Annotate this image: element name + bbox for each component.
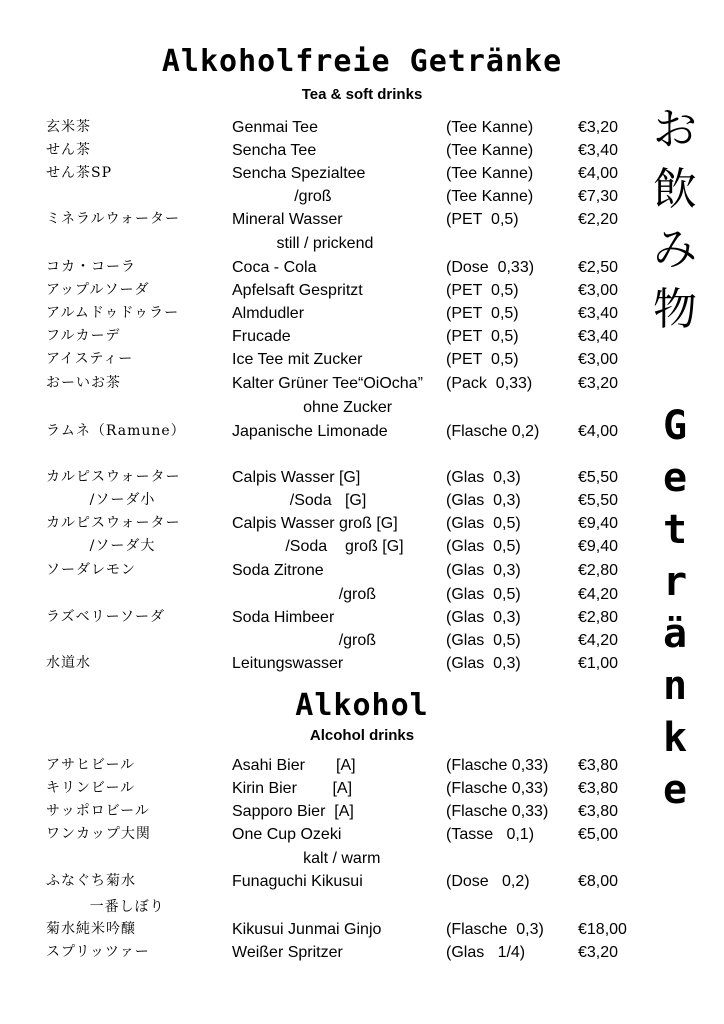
menu-row bbox=[0, 870, 640, 893]
japanese-name: スプリッツァー bbox=[46, 944, 150, 960]
japanese-name: キリンビール bbox=[46, 780, 136, 796]
price: €8,00 bbox=[578, 873, 619, 890]
german-name: Almdudler bbox=[232, 305, 305, 322]
package-size: (Glas 0,5) bbox=[446, 586, 521, 603]
menu-row bbox=[0, 116, 640, 139]
package-size: (Tee Kanne) bbox=[446, 188, 534, 205]
german-name: still / prickend bbox=[232, 235, 374, 252]
german-name: Kalter Grüner Tee“OiOcha” bbox=[232, 375, 423, 392]
package-size: (PET 0,5) bbox=[446, 328, 519, 345]
japanese-name: ソーダレモン bbox=[46, 562, 136, 578]
japanese-name: 玄米茶 bbox=[46, 119, 91, 135]
price: €3,00 bbox=[578, 351, 619, 368]
price: €5,50 bbox=[578, 492, 619, 509]
japanese-name: フルカーデ bbox=[46, 328, 121, 344]
menu-row bbox=[0, 535, 640, 558]
german-name: Sapporo Bier [A] bbox=[232, 803, 354, 820]
japanese-name: 一番しぼり bbox=[46, 899, 165, 915]
menu-row bbox=[0, 918, 640, 941]
package-size: (Glas 0,5) bbox=[446, 632, 521, 649]
menu-row bbox=[0, 896, 640, 919]
package-size: (Glas 0,3) bbox=[446, 562, 521, 579]
german-name: ohne Zucker bbox=[232, 399, 393, 416]
menu-row bbox=[0, 232, 640, 255]
german-name: Frucade bbox=[232, 328, 291, 345]
price: €5,50 bbox=[578, 469, 619, 486]
price: €3,40 bbox=[578, 305, 619, 322]
package-size: (Flasche 0,2) bbox=[446, 423, 540, 440]
german-name: Mineral Wasser bbox=[232, 211, 343, 228]
japanese-name: /ソーダ小 bbox=[46, 492, 156, 508]
german-name: Calpis Wasser groß [G] bbox=[232, 515, 398, 532]
vertical-character: G bbox=[662, 403, 688, 449]
price: €7,30 bbox=[578, 188, 619, 205]
vertical-character: お bbox=[653, 104, 697, 155]
menu-row bbox=[0, 185, 640, 208]
menu-row bbox=[0, 208, 640, 231]
menu-row bbox=[0, 348, 640, 371]
package-size: (Flasche 0,3) bbox=[446, 921, 544, 938]
menu-row bbox=[0, 512, 640, 535]
price: €4,20 bbox=[578, 586, 619, 603]
package-size: (Tee Kanne) bbox=[446, 142, 534, 159]
price: €2,80 bbox=[578, 562, 619, 579]
japanese-name: アップルソーダ bbox=[46, 282, 150, 298]
menu-row bbox=[0, 754, 640, 777]
vertical-japanese-heading bbox=[640, 100, 710, 340]
price: €9,40 bbox=[578, 538, 619, 555]
menu-row bbox=[0, 279, 640, 302]
package-size: (PET 0,5) bbox=[446, 305, 519, 322]
german-name: Sencha Tee bbox=[232, 142, 317, 159]
german-name: One Cup Ozeki bbox=[232, 826, 342, 843]
soft-drinks-title: Alkoholfreie Getränke bbox=[161, 44, 563, 79]
alcohol-title: Alkohol bbox=[295, 688, 429, 723]
german-name: Kirin Bier [A] bbox=[232, 780, 353, 797]
german-name: /groß bbox=[232, 632, 377, 649]
german-name: Sencha Spezialtee bbox=[232, 165, 366, 182]
german-name: Coca - Cola bbox=[232, 259, 317, 276]
package-size: (Tee Kanne) bbox=[446, 119, 534, 136]
price: €3,40 bbox=[578, 328, 619, 345]
menu-row bbox=[0, 652, 640, 675]
menu-row bbox=[0, 823, 640, 846]
price: €4,00 bbox=[578, 165, 619, 182]
package-size: (Flasche 0,33) bbox=[446, 757, 549, 774]
package-size: (Dose 0,2) bbox=[446, 873, 530, 890]
japanese-name: せん茶SP bbox=[46, 165, 113, 181]
menu-row bbox=[0, 466, 640, 489]
german-name: Genmai Tee bbox=[232, 119, 318, 136]
price: €2,50 bbox=[578, 259, 619, 276]
japanese-name: アイスティー bbox=[46, 351, 134, 367]
german-name: Ice Tee mit Zucker bbox=[232, 351, 363, 368]
price: €3,80 bbox=[578, 780, 619, 797]
menu-row bbox=[0, 139, 640, 162]
german-name: /Soda [G] bbox=[232, 492, 367, 509]
package-size: (Flasche 0,33) bbox=[446, 803, 549, 820]
menu-row bbox=[0, 420, 640, 443]
price: €5,00 bbox=[578, 826, 619, 843]
vertical-character: k bbox=[662, 715, 688, 761]
price: €18,00 bbox=[578, 921, 627, 938]
menu-row bbox=[0, 629, 640, 652]
menu-row bbox=[0, 583, 640, 606]
package-size: (Tee Kanne) bbox=[446, 165, 534, 182]
japanese-name: 菊水純米吟醸 bbox=[46, 921, 136, 937]
german-name: Leitungswasser bbox=[232, 655, 344, 672]
vertical-german-heading bbox=[640, 400, 710, 816]
menu-row bbox=[0, 372, 640, 395]
german-name: Apfelsaft Gespritzt bbox=[232, 282, 363, 299]
package-size: (Dose 0,33) bbox=[446, 259, 535, 276]
package-size: (PET 0,5) bbox=[446, 282, 519, 299]
menu-row bbox=[0, 396, 640, 419]
price: €9,40 bbox=[578, 515, 619, 532]
price: €3,20 bbox=[578, 375, 619, 392]
menu-row bbox=[0, 777, 640, 800]
german-name: /groß bbox=[232, 586, 377, 603]
price: €3,80 bbox=[578, 757, 619, 774]
package-size: (PET 0,5) bbox=[446, 211, 519, 228]
menu-row bbox=[0, 559, 640, 582]
package-size: (Glas 0,3) bbox=[446, 655, 521, 672]
japanese-name: コカ・コーラ bbox=[46, 259, 136, 275]
german-name: kalt / warm bbox=[232, 850, 381, 867]
japanese-name: カルピスウォーター bbox=[46, 515, 181, 531]
price: €3,40 bbox=[578, 142, 619, 159]
japanese-name: ラズベリーソーダ bbox=[46, 609, 166, 625]
vertical-character: r bbox=[662, 559, 688, 605]
package-size: (Glas 1/4) bbox=[446, 944, 526, 961]
menu-row bbox=[0, 606, 640, 629]
menu-row bbox=[0, 489, 640, 512]
price: €2,20 bbox=[578, 211, 619, 228]
japanese-name: 水道水 bbox=[46, 655, 91, 671]
japanese-name: サッポロビール bbox=[46, 803, 150, 819]
package-size: (Pack 0,33) bbox=[446, 375, 533, 392]
package-size: (Flasche 0,33) bbox=[446, 780, 549, 797]
menu-row bbox=[0, 941, 640, 964]
vertical-character: 飲 bbox=[653, 164, 697, 215]
vertical-character: e bbox=[662, 767, 688, 813]
japanese-name: /ソーダ大 bbox=[46, 538, 156, 554]
price: €1,00 bbox=[578, 655, 619, 672]
menu-row bbox=[0, 800, 640, 823]
german-name: Kikusui Junmai Ginjo bbox=[232, 921, 382, 938]
price: €3,20 bbox=[578, 119, 619, 136]
vertical-character: 物 bbox=[653, 284, 697, 335]
japanese-name: ラムネ（Ramune） bbox=[46, 423, 186, 439]
soft-drinks-subtitle: Tea & soft drinks bbox=[301, 86, 423, 103]
price: €3,80 bbox=[578, 803, 619, 820]
vertical-character: み bbox=[653, 224, 697, 275]
package-size: (Glas 0,3) bbox=[446, 609, 521, 626]
menu-row bbox=[0, 256, 640, 279]
menu-row bbox=[0, 847, 640, 870]
japanese-name: ミネラルウォーター bbox=[46, 211, 181, 227]
package-size: (Glas 0,5) bbox=[446, 515, 521, 532]
price: €2,80 bbox=[578, 609, 619, 626]
german-name: Weißer Spritzer bbox=[232, 944, 343, 961]
german-name: Funaguchi Kikusui bbox=[232, 873, 363, 890]
japanese-name: ワンカップ大関 bbox=[46, 826, 151, 842]
menu-row bbox=[0, 325, 640, 348]
japanese-name: おーいお茶 bbox=[46, 375, 121, 391]
german-name: Japanische Limonade bbox=[232, 423, 388, 440]
japanese-name: アサヒビール bbox=[46, 757, 136, 773]
price: €3,00 bbox=[578, 282, 619, 299]
alcohol-subtitle: Alcohol drinks bbox=[309, 727, 415, 744]
package-size: (Glas 0,3) bbox=[446, 492, 521, 509]
package-size: (Glas 0,3) bbox=[446, 469, 521, 486]
german-name: Calpis Wasser [G] bbox=[232, 469, 361, 486]
german-name: /groß bbox=[232, 188, 332, 205]
japanese-name: カルピスウォーター bbox=[46, 469, 181, 485]
german-name: Asahi Bier [A] bbox=[232, 757, 356, 774]
menu-row bbox=[0, 302, 640, 325]
japanese-name: ふなぐち菊水 bbox=[46, 873, 136, 889]
vertical-character: t bbox=[662, 507, 688, 553]
japanese-name: アルムドゥドゥラー bbox=[46, 305, 180, 321]
german-name: /Soda groß [G] bbox=[232, 538, 404, 555]
package-size: (Glas 0,5) bbox=[446, 538, 521, 555]
package-size: (Tasse 0,1) bbox=[446, 826, 535, 843]
price: €4,00 bbox=[578, 423, 619, 440]
german-name: Soda Zitrone bbox=[232, 562, 324, 579]
price: €3,20 bbox=[578, 944, 619, 961]
menu-row bbox=[0, 162, 640, 185]
german-name: Soda Himbeer bbox=[232, 609, 335, 626]
package-size: (PET 0,5) bbox=[446, 351, 519, 368]
vertical-character: ä bbox=[662, 611, 688, 657]
vertical-character: e bbox=[662, 455, 688, 501]
price: €4,20 bbox=[578, 632, 619, 649]
japanese-name: せん茶 bbox=[46, 142, 91, 158]
vertical-character: n bbox=[662, 663, 688, 709]
